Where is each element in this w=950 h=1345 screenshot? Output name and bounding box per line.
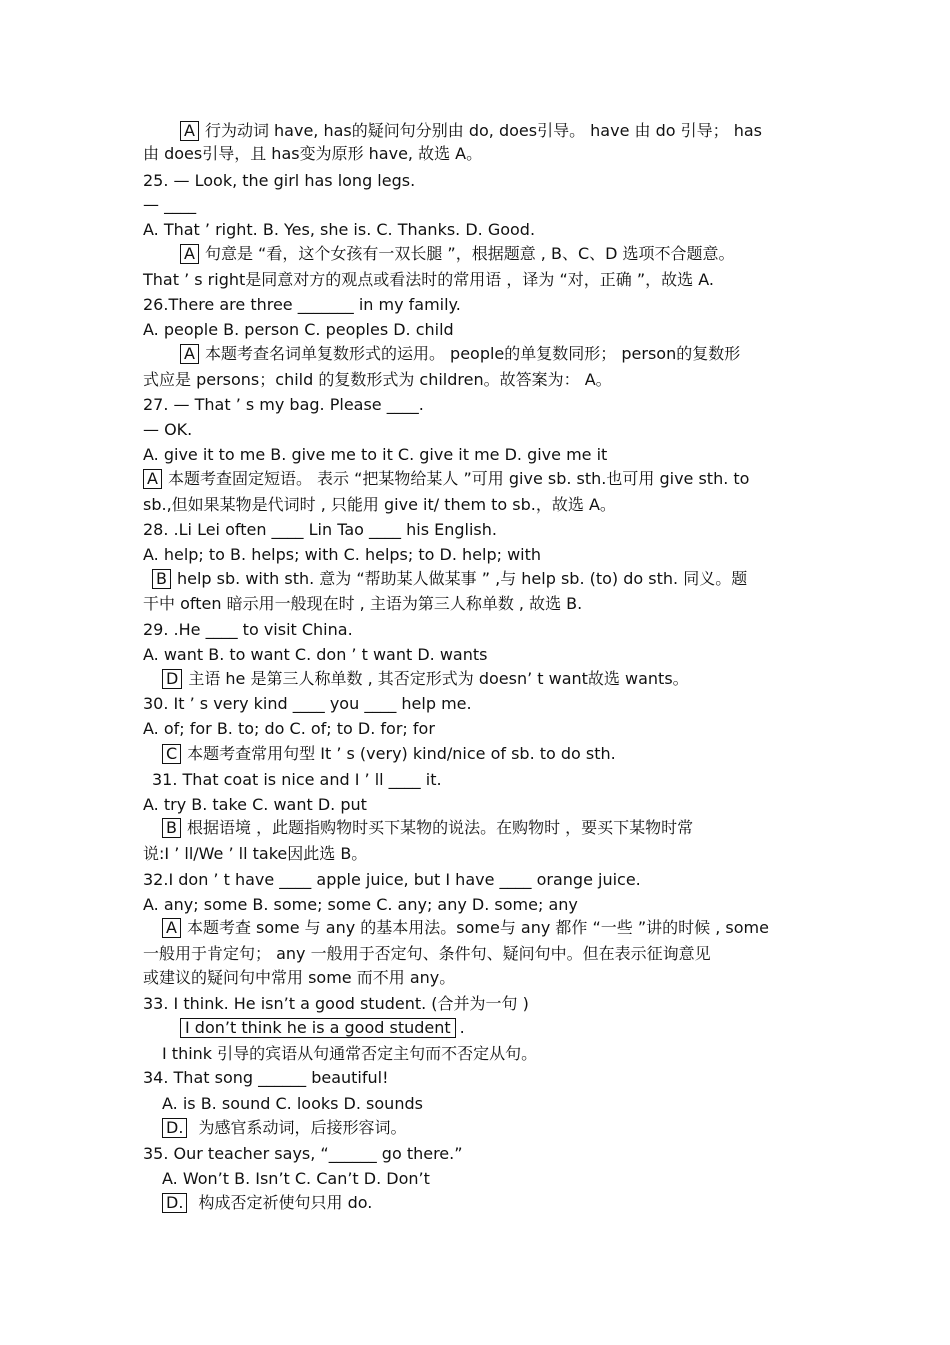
- line-text: 由 does引导，且 has变为原形 have, 故选 A。: [143, 144, 483, 163]
- line-text: 35. Our teacher says, “______ go there.”: [143, 1144, 463, 1163]
- text-line: [143, 594, 582, 614]
- line-text: 33. I think. He isn’t a good student. (合并为一句 ): [143, 994, 529, 1013]
- line-text: 32.I don ’ t have ____ apple juice, but I have ____ orange juice.: [143, 870, 641, 889]
- text-line: [143, 370, 612, 390]
- line-text: 干中 often 暗示用一般现在时 , 主语为第三人称单数 , 故选 B.: [143, 594, 583, 613]
- text-line: [162, 1193, 372, 1213]
- line-text: A. Won’t B. Isn’t C. Can’t D. Don’t: [162, 1169, 430, 1188]
- line-text: A. want B. to want C. don ’ t want D. wants: [143, 645, 488, 664]
- text-line: [180, 121, 762, 141]
- text-line: [143, 171, 415, 191]
- explanation-text: 主语 he 是第三人称单数 , 其否定形式为 doesn’ t want故选 wants。: [188, 669, 689, 688]
- text-line: [180, 244, 735, 264]
- text-line: [143, 495, 616, 515]
- text-line: [143, 1068, 389, 1088]
- line-text: 式应是 persons；child 的复数形式为 children。故答案为： A。: [143, 370, 612, 389]
- line-text: 31. That coat is nice and I ’ ll ____ it.: [152, 770, 442, 789]
- explanation-text: 行为动词 have, has的疑问句分别由 do, does引导。 have 由 do 引导； has: [204, 121, 762, 140]
- answer-box: D.: [162, 1193, 187, 1213]
- line-text: A. people B. person C. peoples D. child: [143, 320, 454, 339]
- text-line: [143, 144, 482, 164]
- text-line: [143, 895, 578, 915]
- text-line: [143, 620, 353, 640]
- text-line: [143, 220, 535, 240]
- answer-box: B: [152, 569, 171, 589]
- line-text: 30. It ’ s very kind ____ you ____ help me.: [143, 694, 472, 713]
- line-text: sb.,但如果某物是代词时 , 只能用 give it/ them to sb.，故选 A。: [143, 495, 616, 514]
- line-text: 27. — That ’ s my bag. Please ____.: [143, 395, 424, 414]
- text-line: [162, 1118, 407, 1138]
- text-line: [143, 420, 192, 440]
- text-line: [152, 569, 747, 589]
- line-text: A. of; for B. to; do C. of; to D. for; for: [143, 719, 435, 738]
- text-line: [143, 320, 454, 340]
- line-text: 29. .He ____ to visit China.: [143, 620, 353, 639]
- explanation-text: 本题考查名词单复数形式的运用。 people的单复数同形； person的复数形: [204, 344, 741, 363]
- line-text: 28. .Li Lei often ____ Lin Tao ____ his English.: [143, 520, 497, 539]
- text-line: [143, 844, 367, 864]
- boxed-answer-sentence: I don’t think he is a good student: [180, 1018, 456, 1038]
- text-line: [143, 295, 461, 315]
- text-line: [143, 270, 714, 290]
- text-line: [180, 344, 740, 364]
- line-text: A. try B. take C. want D. put: [143, 795, 367, 814]
- text-line: [162, 669, 689, 689]
- explanation-text: 句意是 “看，这个女孩有一双长腿 ”，根据题意 , B、C、D 选项不合题意。: [204, 244, 735, 263]
- line-text: 或建议的疑问句中常用 some 而不用 any。: [143, 968, 456, 987]
- line-text: A. any; some B. some; some C. any; any D. some; any: [143, 895, 578, 914]
- answer-box: D.: [162, 1118, 187, 1138]
- answer-box: A: [143, 469, 162, 489]
- text-line: [143, 944, 711, 964]
- line-text: 说:I ’ ll/We ’ ll take因此选 B。: [143, 844, 368, 863]
- text-line: [143, 520, 497, 540]
- text-line: [162, 744, 616, 764]
- answer-box: A: [180, 121, 199, 141]
- text-line: [143, 694, 472, 714]
- text-line: [143, 994, 529, 1014]
- text-line: [143, 645, 487, 665]
- answer-box: A: [180, 344, 199, 364]
- text-line: [162, 1094, 423, 1114]
- answer-box: A: [162, 918, 181, 938]
- text-line: [143, 195, 196, 215]
- text-line: [152, 770, 442, 790]
- answer-box: A: [180, 244, 199, 264]
- text-line: [143, 968, 455, 988]
- explanation-text: 本题考查固定短语。 表示 “把某物给某人 ”可用 give sb. sth.也可用 give sth. to: [167, 469, 750, 488]
- text-line: [143, 395, 424, 415]
- text-line: [162, 1044, 537, 1064]
- text-line: [162, 1169, 430, 1189]
- line-text: I think 引导的宾语从句通常否定主句而不否定从句。: [162, 1044, 538, 1063]
- line-text: That ’ s right是同意对方的观点或看法时的常用语 ，译为 “对，正确 ”，故选 A.: [143, 270, 714, 289]
- text-line: [180, 1018, 465, 1038]
- line-text: A. is B. sound C. looks D. sounds: [162, 1094, 423, 1113]
- line-text: A. help; to B. helps; with C. helps; to D. help; with: [143, 545, 542, 564]
- text-line: [162, 918, 769, 938]
- text-line: [143, 795, 367, 815]
- answer-box: C: [162, 744, 181, 764]
- line-text: 26.There are three _______ in my family.: [143, 295, 461, 314]
- text-line: [143, 545, 541, 565]
- line-text: A. That ’ right. B. Yes, she is. C. Thanks. D. Good.: [143, 220, 536, 239]
- answer-box: B: [162, 818, 181, 838]
- line-text: A. give it to me B. give me to it C. give it me D. give me it: [143, 445, 608, 464]
- explanation-text: 本题考查 some 与 any 的基本用法。some与 any 都作 “一些 ”讲的时候 , some: [186, 918, 769, 937]
- text-line: [143, 469, 749, 489]
- text-line: [162, 818, 693, 838]
- text-line: [143, 870, 641, 890]
- answer-box: D: [162, 669, 182, 689]
- line-text: 一般用于肯定句； any 一般用于否定句、条件句、疑问句中。但在表示征询意见: [143, 944, 711, 963]
- explanation-text: 构成否定祈使句只用 do.: [193, 1193, 373, 1212]
- explanation-text: 本题考查常用句型 It ’ s (very) kind/nice of sb. to do sth.: [187, 744, 616, 763]
- explanation-text: .: [459, 1018, 465, 1037]
- explanation-text: help sb. with sth. 意为 “帮助某人做某事 ” ,与 help sb. (to) do sth. 同义。题: [176, 569, 748, 588]
- text-line: [143, 1144, 463, 1164]
- text-line: [143, 445, 607, 465]
- line-text: 25. — Look, the girl has long legs.: [143, 171, 416, 190]
- explanation-text: 根据语境 ，此题指购物时买下某物的说法。在购物时 ，要买下某物时常: [186, 818, 694, 837]
- explanation-text: 为感官系动词，后接形容词。: [193, 1118, 407, 1137]
- line-text: — ____: [143, 195, 197, 214]
- text-line: [143, 719, 435, 739]
- line-text: — OK.: [143, 420, 193, 439]
- line-text: 34. That song ______ beautiful!: [143, 1068, 389, 1087]
